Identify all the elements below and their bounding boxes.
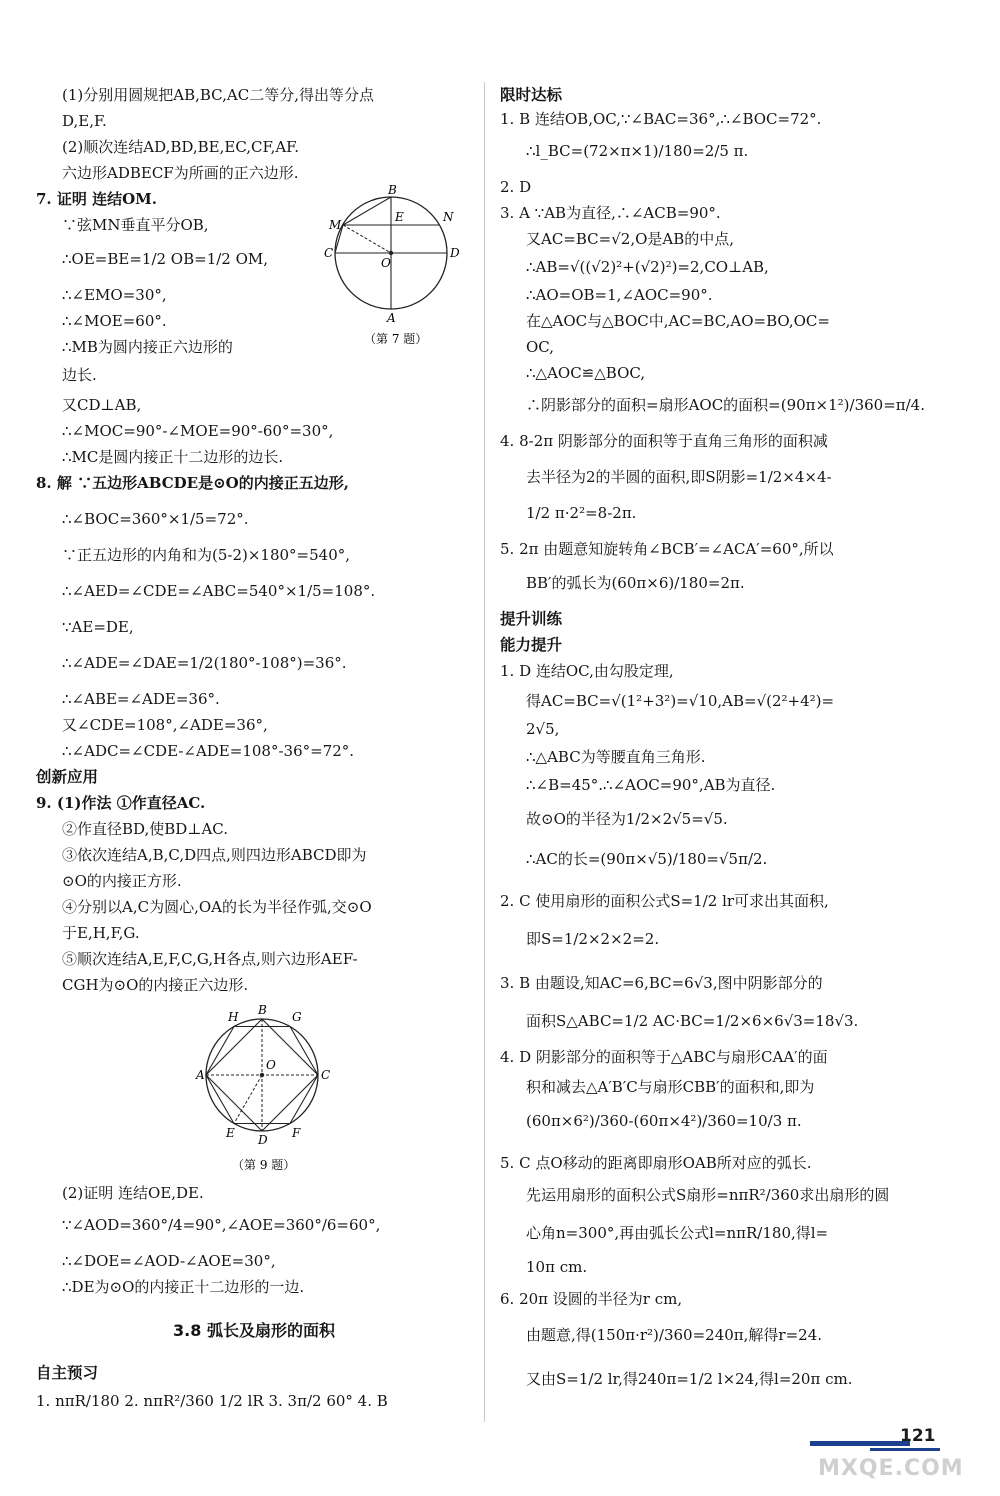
- figure-9-circle-diagram: [196, 1003, 336, 1179]
- text-line: 3. A ∵AB为直径,∴∠ACB=90°.: [500, 204, 721, 222]
- text-line: 又CD⊥AB,: [62, 396, 142, 414]
- text-line: ∴∠ADE=∠DAE=1/2(180°-108°)=36°.: [62, 654, 347, 672]
- text-line: 面积S△ABC=1/2 AC·BC=1/2×6×6√3=18√3.: [526, 1012, 859, 1030]
- watermark: MXQE.COM: [818, 1456, 964, 1481]
- figure-7-circle-diagram: [326, 183, 476, 353]
- fig7-caption: （第 7 题）: [364, 332, 428, 346]
- text-line: 得AC=BC=√(1²+3²)=√10,AB=√(2²+4²)=: [526, 692, 835, 710]
- text-line: 4. D 阴影部分的面积等于△ABC与扇形CAA′的面: [500, 1048, 828, 1066]
- text-line: ∴AC的长=(90π×√5)/180=√5π/2.: [526, 850, 768, 868]
- text-line: 于E,H,F,G.: [62, 924, 140, 942]
- fig7-label-e: E: [395, 210, 404, 224]
- text-line: ∴△ABC为等腰直角三角形.: [526, 748, 706, 766]
- text-line: 六边形ADBECF为所画的正六边形.: [62, 164, 299, 182]
- text-line: ⑤顺次连结A,E,F,C,G,H各点,则六边形AEF-: [62, 950, 358, 968]
- fig9-label-c: C: [321, 1068, 331, 1082]
- text-line: 先运用扇形的面积公式S扇形=nπR²/360求出扇形的圆: [526, 1186, 890, 1204]
- text-line: ∴∠MOE=60°.: [62, 312, 167, 330]
- fig9-label-h: H: [228, 1010, 239, 1024]
- text-line: 由题意,得(150π·r²)/360=240π,解得r=24.: [526, 1326, 823, 1344]
- text-line: 又由S=1/2 lr,得240π=1/2 l×24,得l=20π cm.: [526, 1370, 853, 1388]
- text-line: ∵∠AOD=360°/4=90°,∠AOE=360°/6=60°,: [62, 1216, 381, 1234]
- section-heading-ability: 能力提升: [500, 636, 563, 654]
- fig9-label-b: B: [258, 1003, 267, 1017]
- section-title: 3.8 弧长及扇形的面积: [173, 1321, 335, 1340]
- text-line: ∴l_BC=(72×π×1)/180=2/5 π.: [526, 142, 749, 160]
- text-line: 又∠CDE=108°,∠ADE=36°,: [62, 716, 268, 734]
- text-line: 4. 8-2π 阴影部分的面积等于直角三角形的面积减: [500, 432, 828, 450]
- text-line: ∵正五边形的内角和为(5-2)×180°=540°,: [62, 546, 351, 564]
- text-line: ∴DE为⊙O的内接正十二边形的一边.: [62, 1278, 305, 1296]
- text-line: 6. 20π 设圆的半径为r cm,: [500, 1290, 683, 1308]
- text-line: (2)顺次连结AD,BD,BE,EC,CF,AF.: [62, 138, 300, 156]
- fig9-label-d: D: [258, 1133, 268, 1147]
- text-line: ∴AB=√((√2)²+(√2)²)=2,CO⊥AB,: [526, 258, 769, 276]
- fig9-caption: （第 9 题）: [232, 1158, 296, 1172]
- problem-9-heading: 9. (1)作法 ①作直径AC.: [36, 794, 206, 812]
- text-line: ③依次连结A,B,C,D四点,则四边形ABCD即为: [62, 846, 367, 864]
- text-line: ∴∠AED=∠CDE=∠ABC=540°×1/5=108°.: [62, 582, 376, 600]
- section-heading-preview: 自主预习: [36, 1364, 99, 1382]
- text-line: 10π cm.: [526, 1258, 588, 1276]
- fig9-label-e: E: [226, 1126, 235, 1140]
- text-line: 2√5,: [526, 720, 560, 738]
- section-heading-innovation: 创新应用: [36, 768, 99, 786]
- text-line: ∴∠EMO=30°,: [62, 286, 167, 304]
- fig9-label-g: G: [292, 1010, 302, 1024]
- text-line: 2. C 使用扇形的面积公式S=1/2 lr可求出其面积,: [500, 892, 829, 910]
- fig9-label-f: F: [292, 1126, 301, 1140]
- text-line: 5. C 点O移动的距离即扇形OAB所对应的弧长.: [500, 1154, 812, 1172]
- text-line: ∴∠ABE=∠ADE=36°.: [62, 690, 220, 708]
- text-line: ④分别以A,C为圆心,OA的长为半径作弧,交⊙O: [62, 898, 372, 916]
- text-line: ∴△AOC≌△BOC,: [526, 364, 646, 382]
- text-line: 去半径为2的半圆的面积,即S阴影=1/2×4×4-: [526, 468, 832, 486]
- fig7-label-m: M: [329, 218, 342, 232]
- footer-accent-bar-thin: [870, 1448, 940, 1451]
- fig7-label-o: O: [381, 256, 391, 270]
- fig7-label-c: C: [324, 246, 334, 260]
- text-line: 3. B 由题设,知AC=6,BC=6√3,图中阴影部分的: [500, 974, 823, 992]
- text-line: ②作直径BD,使BD⊥AC.: [62, 820, 228, 838]
- text-line: ∵AE=DE,: [62, 618, 134, 636]
- text-line: ∴∠MOC=90°-∠MOE=90°-60°=30°,: [62, 422, 334, 440]
- section-heading-improve: 提升训练: [500, 610, 563, 628]
- problem-7-heading: 7. 证明 连结OM.: [36, 190, 157, 208]
- page-number: 121: [900, 1426, 936, 1446]
- fig7-label-d: D: [450, 246, 460, 260]
- text-line: ∴MC是圆内接正十二边形的边长.: [62, 448, 284, 466]
- text-line: (1)分别用圆规把AB,BC,AC二等分,得出等分点: [62, 86, 374, 104]
- text-line: ∵弦MN垂直平分OB,: [62, 216, 209, 234]
- text-line: 1. B 连结OB,OC,∵∠BAC=36°,∴∠BOC=72°.: [500, 110, 822, 128]
- text-line: 5. 2π 由题意知旋转角∠BCB′=∠ACA′=60°,所以: [500, 540, 834, 558]
- text-line: ∴∠ADC=∠CDE-∠ADE=108°-36°=72°.: [62, 742, 355, 760]
- fig7-label-b: B: [388, 183, 397, 197]
- text-line: 故⊙O的半径为1/2×2√5=√5.: [526, 810, 728, 828]
- text-line: (2)证明 连结OE,DE.: [62, 1184, 204, 1202]
- text-line: D,E,F.: [62, 112, 107, 130]
- text-line: ∴MB为圆内接正六边形的: [62, 338, 233, 356]
- text-line: 在△AOC与△BOC中,AC=BC,AO=BO,OC=: [526, 312, 830, 330]
- text-line: ∴∠B=45°.∴∠AOC=90°,AB为直径.: [526, 776, 776, 794]
- text-line: ∴阴影部分的面积=扇形AOC的面积=(90π×1²)/360=π/4.: [526, 396, 925, 414]
- fig9-label-a: A: [196, 1068, 205, 1082]
- text-line: ∴∠DOE=∠AOD-∠AOE=30°,: [62, 1252, 276, 1270]
- text-line: CGH为⊙O的内接正六边形.: [62, 976, 249, 994]
- text-line: 边长.: [62, 366, 97, 384]
- fig9-label-o: O: [266, 1058, 276, 1072]
- column-divider: [484, 82, 485, 1422]
- footer-accent-bar: [810, 1441, 910, 1446]
- fig7-label-a: A: [387, 311, 396, 325]
- section-heading-timed: 限时达标: [500, 86, 563, 104]
- text-line: 2. D: [500, 178, 532, 196]
- text-line: 心角n=300°,再由弧长公式l=nπR/180,得l=: [526, 1224, 829, 1242]
- text-line: 即S=1/2×2×2=2.: [526, 930, 660, 948]
- text-line: ∴OE=BE=1/2 OB=1/2 OM,: [62, 250, 269, 268]
- text-line: ∴AO=OB=1,∠AOC=90°.: [526, 286, 713, 304]
- text-line: (60π×6²)/360-(60π×4²)/360=10/3 π.: [526, 1112, 802, 1130]
- text-line: BB′的弧长为(60π×6)/180=2π.: [526, 574, 745, 592]
- text-line: ⊙O的内接正方形.: [62, 872, 182, 890]
- text-line: ∴∠BOC=360°×1/5=72°.: [62, 510, 249, 528]
- text-line: 1. D 连结OC,由勾股定理,: [500, 662, 674, 680]
- preview-answers: 1. nπR/180 2. nπR²/360 1/2 lR 3. 3π/2 60° 4. B: [36, 1392, 388, 1410]
- text-line: 又AC=BC=√2,O是AB的中点,: [526, 230, 735, 248]
- problem-8-heading: 8. 解 ∵五边形ABCDE是⊙O的内接正五边形,: [36, 474, 349, 492]
- text-line: OC,: [526, 338, 555, 356]
- fig7-label-n: N: [443, 210, 454, 224]
- text-line: 1/2 π·2²=8-2π.: [526, 504, 637, 522]
- text-line: 积和减去△A′B′C与扇形CBB′的面积和,即为: [526, 1078, 815, 1096]
